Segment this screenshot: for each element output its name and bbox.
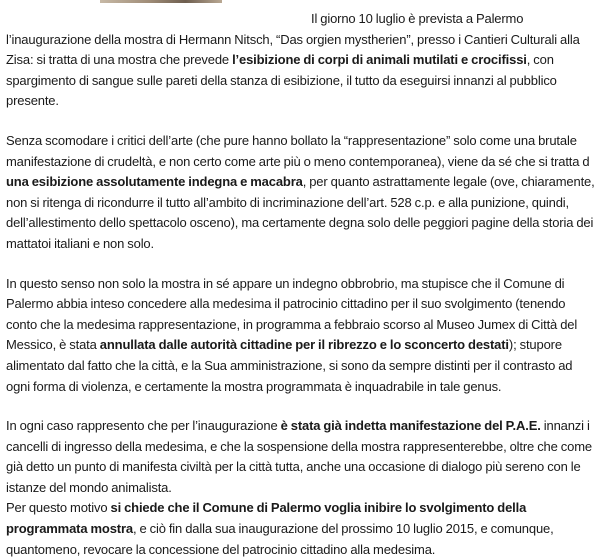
p1-text-2: , con spargimento di sangue sulle pareti della stanza di esibizione, il tutto da eseguirsi innanzi al pubblico presente. (6, 52, 557, 109)
p5-text-1: Per questo motivo (6, 500, 111, 516)
paragraph-demonstration (6, 416, 596, 498)
p4-text-1: In ogni caso rappresento che per l’inaugurazione (6, 418, 281, 434)
p4-text-2: innanzi i cancelli di ingresso della medesima, e che la sospensione della mostra rappresenterebbe, oltre che come già detto un punto di manifesta civiltà per la città tutta, anche una occasione di dialogo più sereno con le istanze del mondo animalista. (6, 418, 592, 495)
paragraph-inauguration (6, 9, 596, 112)
p3-text-2: ); stupore alimentato dal fatto che la città, e la Sua amministrazione, si sono da sempre distinti per il contrasto ad ogni forma di violenza, e certamente la mostra programmata è inquadrabile in tale genus. (6, 337, 573, 394)
p5-text-2: , e ciò fin dalla sua inaugurazione del prossimo 10 luglio 2015, e comunque, quantomeno, revocare la concessione del patrocinio cittadino alla medesima. (6, 521, 554, 557)
p5-bold-1: si chiede che il Comune di Palermo voglia inibire lo svolgimento della programmata mostra (6, 500, 527, 537)
p2-text-1: Senza scomodare i critici dell’arte (che pure hanno bollato la “rappresentazione” solo come una brutale manifestazione di crudeltà, e non certo come arte più o meno contemporanea), viene da sé che si tratta d (6, 132, 590, 169)
p3-bold-1: annullata dalle autorità cittadine per il ribrezzo e lo sconcerto destati (99, 337, 509, 353)
p2-text-2: , per quanto astrattamente legale (ove, chiaramente, non si ritenga di ricondurre il tutto all’ambito di incriminazione dell’art. 528 c.p. e alla punizione, quindi, dell’allestimento dello spettacolo osceno), ma certamente degna solo delle peggiori pagine della storia dei mattatoi italiani e non solo. (6, 174, 595, 251)
article-body (6, 9, 596, 560)
p2-bold-1: una esibizione assolutamente indegna e macabra (6, 174, 303, 190)
paragraph-patronage (6, 274, 596, 398)
paragraph-critics (6, 131, 596, 255)
paragraph-request (6, 498, 596, 560)
p1-text-1: Il giorno 10 luglio è prevista a Palermo l’inaugurazione della mostra di Hermann Nitsch, “Das orgien mystherien”, presso i Cantieri Culturali alla Zisa: si tratta di una mostra che prevede (6, 11, 580, 68)
p4-bold-1: è stata già indetta manifestazione del P.A.E. (280, 418, 541, 434)
p3-text-1: In questo senso non solo la mostra in sé appare un indegno obbrobrio, ma stupisce che il Comune di Palermo abbia inteso concedere alla medesima il patrocinio cittadino per il suo svolgimento (tenendo conto che la medesima rappresentazione, in programma a febbraio scorso al Museo Jumex di Città del Messico, è stata (6, 275, 578, 353)
p1-bold-1: l’esibizione di corpi di animali mutilati e crocifissi (232, 52, 527, 68)
header-photo-edge (100, 0, 222, 3)
